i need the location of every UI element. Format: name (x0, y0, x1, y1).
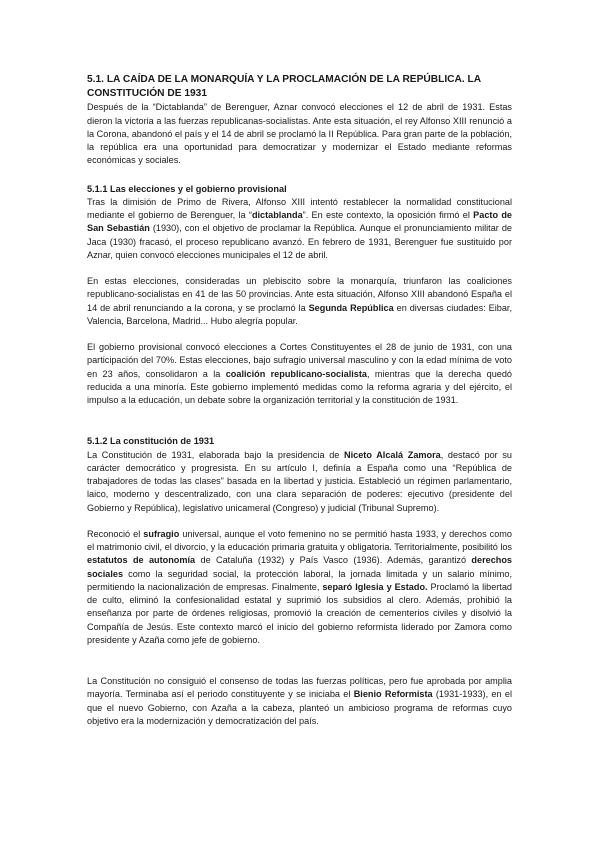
bold-term-dictablanda: dictablanda (251, 210, 303, 221)
bold-term-sufragio: sufragio (143, 528, 180, 539)
bold-term-pacto: Pacto de San Sebastián (87, 210, 512, 234)
section-heading-elections: 5.1.1 Las elecciones y el gobierno provisional (87, 183, 287, 194)
text-run: , destacó por su carácter democrático y progresista. En su artículo I, definía a España como una “República de trabajadores de todas las clases” basada en la libertad y justicia. Estableció un régimen parlamentario, laico, moderno y descentralizado, con una clara separación de poderes: ejecutivo (presidente del Gobierno y República), legislativo unicameral (Congreso) y judicial (Tribunal Supremo). (87, 449, 512, 513)
intro-paragraph: Después de la “Dictablanda” de Berenguer, Aznar convocó elecciones el 12 de abril de 1931. Estas dieron la victoria a las fuerzas republicanas-socialistas. Ante esta situación, el rey Alfonso XIII renunció a la Corona, abandonó el país y el 14 de abril se proclamó la II República. Para gran parte de la población, la república era una oportunidad para democratizar y modernizar el Estado mediante reformas económicas y sociales. (87, 102, 512, 166)
text-run: La Constitución de 1931, elaborada bajo la presidencia de (87, 449, 344, 460)
section-heading-constitution: 5.1.2 La constitución de 1931 (87, 436, 215, 447)
paragraph-rights (87, 528, 512, 647)
text-run: , mientras que la derecha quedó reducida a una minoría. Este gobierno implementó medidas como la reforma agraria y del ejército, el impulso a la educación, un debate sobre la organización territorial y la constitución de 1931. (87, 368, 512, 406)
text-run: como la seguridad social, la protección laboral, la jornada limitada y un salario mínimo, permitiendo la nacionalización de empresas. Finalmente, (87, 568, 512, 592)
text-run: La Constitución no consiguió el consenso de todas las fuerzas políticas, pero fue aprobada por amplia mayoría. Terminaba así el periodo constituyente y se iniciaba el (87, 676, 512, 700)
text-run: Reconoció el (87, 528, 144, 539)
bold-term-derechos-sociales: derechos sociales (87, 555, 512, 579)
text-run: Proclamó la libertad de culto, eliminó la confesionalidad estatal y suprimió los subsidios al clero. Además, prohibió la enseñanza por parte de órdenes religiosas, promovió la creación de cementerios civiles y disolvió la Compañía de Jesús. Este contexto marcó el inicio del gobierno reformista liderado por Zamora como presidente y Azaña como jefe de gobierno. (87, 581, 512, 645)
paragraph-elections (87, 275, 512, 328)
text-run: (1931-1933), en el que el nuevo Gobierno, con Azaña a la cabeza, planteó un ambicioso programa de reformas cuyo objetivo era la modernización y democratización del país. (87, 689, 512, 726)
text-run: en diversas ciudades: Eibar, Valencia, Barcelona, Madrid... Hubo alegría popular. (87, 302, 512, 326)
bold-term-bienio: Bienio Reformista (353, 689, 433, 700)
text-run: universal, aunque el voto femenino no se permitió hasta 1933, y derechos como el matrimonio civil, el divorcio, y la educación primaria gratuita y obligatoria. Territorialmente, posibilitó los (87, 528, 512, 553)
bold-term-estatutos: estatutos de autonomía (87, 555, 196, 566)
bold-term-niceto: Niceto Alcalá Zamora (344, 449, 441, 460)
page-title: 5.1. LA CAÍDA DE LA MONARQUÍA Y LA PROCLAMACIÓN DE LA REPÚBLICA. LA CONSTITUCIÓN DE 1931 (87, 74, 481, 100)
paragraph-berenguer (87, 196, 512, 262)
text-run: Tras la dimisión de Primo de Rivera, Alfonso XIII intentó restablecer la normalidad constitucional mediante el gobierno de Berenguer, la “ (87, 196, 512, 221)
paragraph-constitution (87, 449, 512, 515)
bold-term-iglesia-estado: separó Iglesia y Estado. (322, 581, 428, 592)
bold-term-segunda-republica: Segunda República (308, 302, 394, 313)
text-run: (1930), con el objetivo de proclamar la República. Aunque el pronunciamiento militar de Jaca (1930) fracasó, el proceso republicano avanzó. En febrero de 1931, Berenguer fue sustituido por Aznar, quien convocó elecciones municipales el 12 de abril. (87, 223, 512, 260)
text-run: ”. En este contexto, la oposición firmó el (302, 210, 474, 221)
text-run: En estas elecciones, consideradas un plebiscito sobre la monarquía, triunfaron las coaliciones republicano-socialistas en 41 de las 50 provincias. Ante esta situación, Alfonso XIII abandonó España el 14 de abril renunciando a la corona, y se proclamó la (87, 276, 512, 313)
paragraph-provisional-government (87, 341, 512, 407)
text-run: de Cataluña (1932) y País Vasco (1936). Además, garantizó (195, 555, 472, 566)
paragraph-conclusion (87, 675, 512, 728)
text-run: El gobierno provisional convocó elecciones a Cortes Constituyentes el 28 de junio de 1931, con una participación del 70%. Estas elecciones, bajo sufragio universal masculino y con la edad mínima de voto en 23 años, consolidaron a la (87, 342, 512, 379)
bold-term-coalicion: coalición republicano-socialista (225, 368, 367, 379)
document-page (87, 73, 512, 728)
